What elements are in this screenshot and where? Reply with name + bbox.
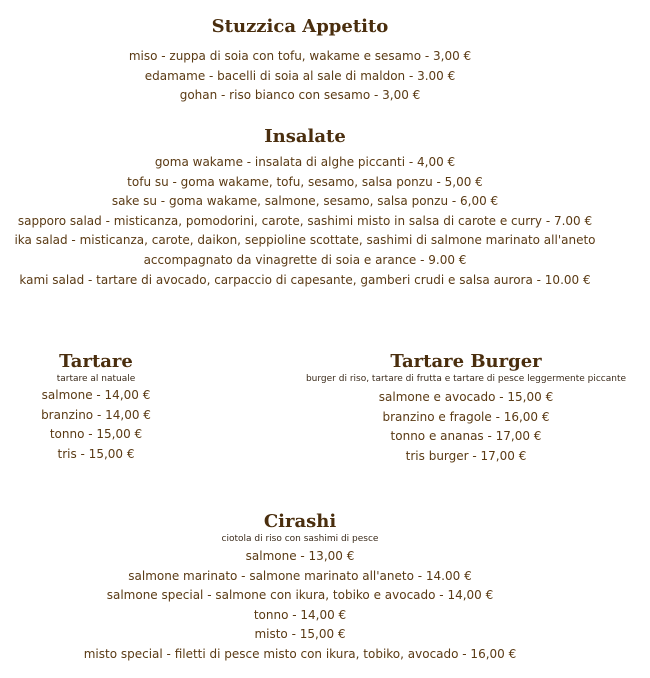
menu-item: salmone - 13,00 € [245,549,355,563]
menu-item: gohan - riso bianco con sesamo - 3,00 € [179,88,421,103]
section-subtitle: ciotola di riso con sashimi di pesce [221,534,379,544]
section-title: Stuzzica Appetito [211,16,389,37]
menu-item: accompagnato da vinagrette di soia e arance - 9.00 € [143,252,467,267]
menu-item: salmone - 14,00 € [41,388,151,402]
menu-list [0,47,600,106]
menu-item: tonno - 15,00 € [49,427,143,442]
menu-item: salmone e avocado - 15,00 € [378,390,554,404]
menu-list [290,388,642,466]
section-title: Cirashi [263,511,337,532]
menu-item: tonno - 14,00 € [253,607,347,622]
menu-item: goma wakame - insalata di alghe piccanti - 4,00 € [154,155,456,169]
menu-item: misto special - filetti di pesce misto con ikura, tobiko, avocado - 16,00 € [83,646,517,661]
menu-list [0,386,192,464]
menu-item: branzino e fragole - 16,00 € [382,409,550,424]
menu-item: sapporo salad - misticanza, pomodorini, carote, sashimi misto in salsa di carote e curry - 7.00 € [17,213,593,228]
section-subtitle: tartare al natuale [56,374,136,384]
section-title: Insalate [264,126,346,147]
menu-item: kami salad - tartare di avocado, carpaccio di capesante, gamberi crudi e salsa aurora - 10.00 € [19,272,591,287]
menu-item: tris - 15,00 € [57,446,135,461]
menu-item: tofu su - goma wakame, tofu, sesamo, salsa ponzu - 5,00 € [127,174,483,189]
section-stuzzica-appetito [0,16,600,106]
menu-item: ika salad - misticanza, carote, daikon, seppioline scottate, sashimi di salmone marinato all'aneto [14,233,596,248]
menu-item: misto - 15,00 € [254,627,346,642]
menu-list [0,547,600,665]
menu-item: edamame - bacelli di soia al sale di maldon - 3.00 € [144,68,456,83]
section-title: Tartare Burger [390,351,542,372]
section-insalate [0,126,610,290]
section-tartare-burger [290,351,642,466]
section-subtitle: burger di riso, tartare di frutta e tartare di pesce leggermente piccante [305,374,627,384]
section-cirashi [0,511,600,665]
menu-item: salmone special - salmone con ikura, tobiko e avocado - 14,00 € [106,588,494,603]
menu-item: miso - zuppa di soia con tofu, wakame e sesamo - 3,00 € [128,49,472,63]
menu-item: salmone marinato - salmone marinato all'aneto - 14.00 € [128,568,472,583]
section-title: Tartare [59,351,133,372]
menu-item: sake su - goma wakame, salmone, sesamo, salsa ponzu - 6,00 € [111,194,499,209]
menu-item: tris burger - 17,00 € [405,448,527,463]
section-tartare [0,351,192,464]
menu-item: tonno e ananas - 17,00 € [390,429,542,444]
menu-item: branzino - 14,00 € [41,407,151,422]
menu-list [0,153,610,290]
